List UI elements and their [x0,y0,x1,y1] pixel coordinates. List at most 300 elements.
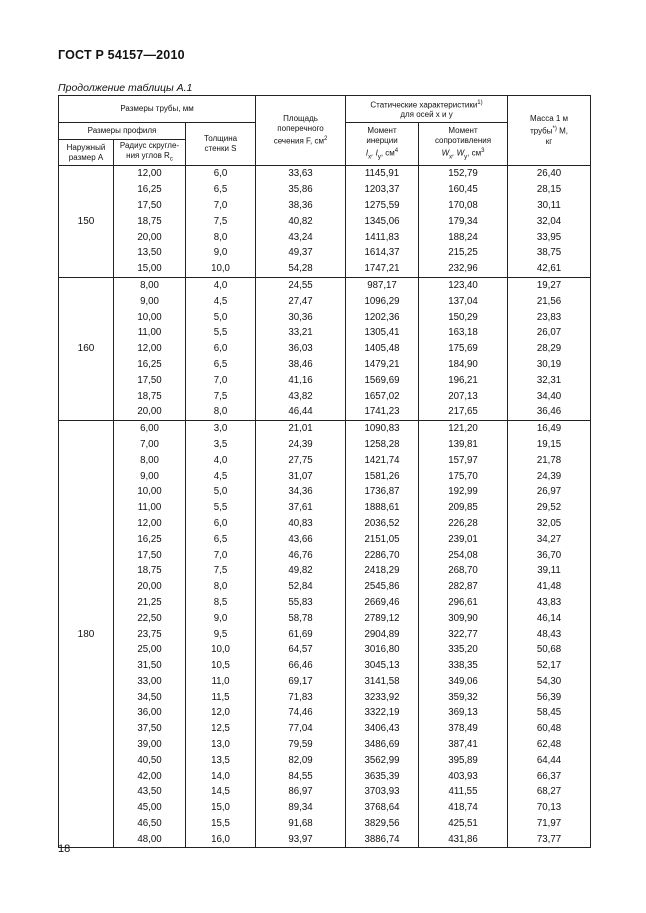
wall-thickness-cell: 8,0 [186,404,256,420]
corner-radius-cell: 12,00 [114,166,186,182]
table-row [59,721,591,737]
outer-size-cell: 160 [59,277,114,420]
moment-of-resistance-cell: 207,13 [419,388,508,404]
cross-section-area-cell: 61,69 [256,626,346,642]
moment-of-resistance-cell: 175,69 [419,341,508,357]
moment-of-resistance-cell: 431,86 [419,831,508,847]
corner-radius-cell: 48,00 [114,831,186,847]
pipe-dimensions-table [58,95,591,848]
wall-thickness-cell: 7,0 [186,547,256,563]
cross-section-area-cell: 84,55 [256,768,346,784]
moment-of-resistance-cell: 359,32 [419,689,508,705]
moment-of-inertia-cell: 3406,43 [346,721,419,737]
mass-per-meter-cell: 41,48 [508,579,591,595]
table-row [59,595,591,611]
moment-of-inertia-cell: 1741,23 [346,404,419,420]
moment-of-resistance-cell: 239,01 [419,531,508,547]
table-row [59,437,591,453]
moment-of-inertia-cell: 2789,12 [346,610,419,626]
moment-of-resistance-cell: 395,89 [419,752,508,768]
corner-radius-cell: 20,00 [114,229,186,245]
wall-thickness-cell: 5,5 [186,325,256,341]
moment-of-resistance-cell: 403,93 [419,768,508,784]
corner-radius-cell: 18,75 [114,563,186,579]
moment-of-resistance-cell: 387,41 [419,737,508,753]
cross-section-area-cell: 49,82 [256,563,346,579]
wall-thickness-cell: 12,5 [186,721,256,737]
table-row [59,784,591,800]
cross-section-area-cell: 49,37 [256,245,346,261]
wall-thickness-cell: 4,0 [186,452,256,468]
cross-section-area-cell: 33,63 [256,166,346,182]
table-row [59,579,591,595]
moment-of-inertia-cell: 2545,86 [346,579,419,595]
wall-thickness-cell: 9,0 [186,245,256,261]
table-row [59,610,591,626]
moment-of-inertia-cell: 3635,39 [346,768,419,784]
page-number: 18 [58,843,71,855]
corner-radius-cell: 25,00 [114,642,186,658]
moment-of-inertia-cell: 987,17 [346,277,419,293]
wall-thickness-cell: 14,0 [186,768,256,784]
table-row [59,213,591,229]
table-row [59,182,591,198]
moment-of-resistance-cell: 192,99 [419,484,508,500]
mass-per-meter-cell: 62,48 [508,737,591,753]
table-row [59,626,591,642]
moment-of-inertia-cell: 3141,58 [346,674,419,690]
wall-thickness-cell: 6,0 [186,341,256,357]
cross-section-area-cell: 79,59 [256,737,346,753]
moment-of-resistance-cell: 139,81 [419,437,508,453]
corner-radius-cell: 10,00 [114,484,186,500]
moment-of-inertia-cell: 3016,80 [346,642,419,658]
corner-radius-cell: 13,50 [114,245,186,261]
moment-of-resistance-cell: 282,87 [419,579,508,595]
mass-per-meter-cell: 66,37 [508,768,591,784]
mass-per-meter-cell: 36,46 [508,404,591,420]
cross-section-area-cell: 43,66 [256,531,346,547]
table-row [59,341,591,357]
mass-per-meter-cell: 16,49 [508,420,591,436]
corner-radius-cell: 10,00 [114,309,186,325]
wall-thickness-cell: 10,5 [186,658,256,674]
wall-thickness-cell: 12,0 [186,705,256,721]
moment-of-inertia-cell: 3703,93 [346,784,419,800]
moment-of-inertia-cell: 1569,69 [346,372,419,388]
wall-thickness-cell: 9,5 [186,626,256,642]
moment-of-resistance-cell: 150,29 [419,309,508,325]
table-row [59,752,591,768]
moment-of-inertia-cell: 1202,36 [346,309,419,325]
moment-of-inertia-cell: 1096,29 [346,293,419,309]
mass-per-meter-cell: 26,97 [508,484,591,500]
moment-of-inertia-cell: 1203,37 [346,182,419,198]
mass-per-meter-cell: 73,77 [508,831,591,847]
cross-section-area-cell: 89,34 [256,800,346,816]
cross-section-area-cell: 35,86 [256,182,346,198]
wall-thickness-cell: 13,5 [186,752,256,768]
moment-of-inertia-cell: 1405,48 [346,341,419,357]
moment-of-inertia-cell: 2669,46 [346,595,419,611]
moment-of-inertia-cell: 3045,13 [346,658,419,674]
moment-of-inertia-cell: 2151,05 [346,531,419,547]
cross-section-area-cell: 43,82 [256,388,346,404]
mass-per-meter-cell: 28,15 [508,182,591,198]
mass-per-meter-cell: 34,27 [508,531,591,547]
cross-section-area-cell: 37,61 [256,500,346,516]
moment-of-inertia-cell: 2418,29 [346,563,419,579]
mass-per-meter-cell: 24,39 [508,468,591,484]
table-continuation-caption: Продолжение таблицы А.1 [58,82,193,94]
cross-section-area-cell: 46,76 [256,547,346,563]
mass-per-meter-cell: 30,19 [508,357,591,373]
table-row [59,516,591,532]
corner-radius-cell: 16,25 [114,531,186,547]
cross-section-area-cell: 40,83 [256,516,346,532]
corner-radius-cell: 11,00 [114,325,186,341]
cross-section-area-cell: 71,83 [256,689,346,705]
moment-of-inertia-cell: 1888,61 [346,500,419,516]
corner-radius-cell: 12,00 [114,341,186,357]
corner-radius-cell: 11,00 [114,500,186,516]
table-row [59,166,591,182]
wall-thickness-cell: 5,0 [186,484,256,500]
table-row [59,293,591,309]
table-row [59,484,591,500]
wall-thickness-cell: 16,0 [186,831,256,847]
mass-per-meter-cell: 43,83 [508,595,591,611]
mass-per-meter-cell: 34,40 [508,388,591,404]
wall-thickness-cell: 8,0 [186,229,256,245]
wall-thickness-cell: 6,0 [186,516,256,532]
moment-of-inertia-cell: 2286,70 [346,547,419,563]
wall-thickness-cell: 14,5 [186,784,256,800]
document-header: ГОСТ Р 54157—2010 [58,48,185,62]
mass-per-meter-cell: 38,75 [508,245,591,261]
table-row [59,229,591,245]
wall-thickness-cell: 13,0 [186,737,256,753]
header-profile-sizes: Размеры профиля [59,123,186,140]
corner-radius-cell: 8,00 [114,452,186,468]
moment-of-resistance-cell: 179,34 [419,213,508,229]
cross-section-area-cell: 58,78 [256,610,346,626]
wall-thickness-cell: 4,5 [186,293,256,309]
moment-of-inertia-cell: 1581,26 [346,468,419,484]
table-row [59,468,591,484]
cross-section-area-cell: 74,46 [256,705,346,721]
table-row [59,563,591,579]
table-row [59,420,591,436]
moment-of-resistance-cell: 209,85 [419,500,508,516]
corner-radius-cell: 9,00 [114,293,186,309]
header-area: Площадь поперечного сечения F, $см^2$ [256,96,346,166]
wall-thickness-cell: 7,0 [186,198,256,214]
table-row [59,531,591,547]
cross-section-area-cell: 40,82 [256,213,346,229]
corner-radius-cell: 8,00 [114,277,186,293]
corner-radius-cell: 31,50 [114,658,186,674]
table-row [59,800,591,816]
cross-section-area-cell: 86,97 [256,784,346,800]
corner-radius-cell: 46,50 [114,816,186,832]
moment-of-resistance-cell: 309,90 [419,610,508,626]
wall-thickness-cell: 11,5 [186,689,256,705]
mass-per-meter-cell: 32,04 [508,213,591,229]
table-row [59,658,591,674]
header-moment-inertia: Момент инерции $I_x$, $I_y$, $см^4$ [346,123,419,166]
corner-radius-cell: 36,00 [114,705,186,721]
moment-of-inertia-cell: 1258,28 [346,437,419,453]
corner-radius-cell: 20,00 [114,404,186,420]
moment-of-resistance-cell: 215,25 [419,245,508,261]
cross-section-area-cell: 30,36 [256,309,346,325]
moment-of-resistance-cell: 418,74 [419,800,508,816]
mass-per-meter-cell: 26,40 [508,166,591,182]
corner-radius-cell: 45,00 [114,800,186,816]
moment-of-resistance-cell: 170,08 [419,198,508,214]
corner-radius-cell: 15,00 [114,261,186,277]
moment-of-inertia-cell: 3322,19 [346,705,419,721]
corner-radius-cell: 18,75 [114,213,186,229]
moment-of-inertia-cell: 1305,41 [346,325,419,341]
moment-of-resistance-cell: 163,18 [419,325,508,341]
table-row [59,388,591,404]
corner-radius-cell: 7,00 [114,437,186,453]
table-row [59,831,591,847]
wall-thickness-cell: 11,0 [186,674,256,690]
moment-of-resistance-cell: 232,96 [419,261,508,277]
mass-per-meter-cell: 21,78 [508,452,591,468]
cross-section-area-cell: 27,75 [256,452,346,468]
wall-thickness-cell: 4,5 [186,468,256,484]
wall-thickness-cell: 7,5 [186,213,256,229]
outer-size-cell: 150 [59,166,114,278]
wall-thickness-cell: 6,5 [186,182,256,198]
cross-section-area-cell: 24,55 [256,277,346,293]
wall-thickness-cell: 8,0 [186,579,256,595]
cross-section-area-cell: 66,46 [256,658,346,674]
cross-section-area-cell: 31,07 [256,468,346,484]
corner-radius-cell: 16,25 [114,182,186,198]
mass-per-meter-cell: 71,97 [508,816,591,832]
cross-section-area-cell: 54,28 [256,261,346,277]
cross-section-area-cell: 93,97 [256,831,346,847]
corner-radius-cell: 37,50 [114,721,186,737]
mass-per-meter-cell: 33,95 [508,229,591,245]
moment-of-resistance-cell: 322,77 [419,626,508,642]
mass-per-meter-cell: 56,39 [508,689,591,705]
moment-of-inertia-cell: 3562,99 [346,752,419,768]
table-row [59,277,591,293]
mass-per-meter-cell: 42,61 [508,261,591,277]
moment-of-inertia-cell: 1614,37 [346,245,419,261]
moment-of-resistance-cell: 123,40 [419,277,508,293]
cross-section-area-cell: 21,01 [256,420,346,436]
mass-per-meter-cell: 48,43 [508,626,591,642]
table-row [59,705,591,721]
moment-of-resistance-cell: 184,90 [419,357,508,373]
moment-of-inertia-cell: 3486,69 [346,737,419,753]
mass-per-meter-cell: 64,44 [508,752,591,768]
header-outer-size: Наружный размер A [59,140,114,166]
moment-of-inertia-cell: 3886,74 [346,831,419,847]
mass-per-meter-cell: 28,29 [508,341,591,357]
moment-of-inertia-cell: 3233,92 [346,689,419,705]
wall-thickness-cell: 8,5 [186,595,256,611]
corner-radius-cell: 23,75 [114,626,186,642]
moment-of-inertia-cell: 1411,83 [346,229,419,245]
cross-section-area-cell: 82,09 [256,752,346,768]
outer-size-cell: 180 [59,420,114,848]
table-row [59,737,591,753]
moment-of-resistance-cell: 217,65 [419,404,508,420]
moment-of-resistance-cell: 369,13 [419,705,508,721]
mass-per-meter-cell: 21,56 [508,293,591,309]
mass-per-meter-cell: 52,17 [508,658,591,674]
table-body [59,166,591,848]
wall-thickness-cell: 3,5 [186,437,256,453]
table-row [59,674,591,690]
moment-of-resistance-cell: 157,97 [419,452,508,468]
moment-of-inertia-cell: 1479,21 [346,357,419,373]
moment-of-inertia-cell: 3768,64 [346,800,419,816]
mass-per-meter-cell: 30,11 [508,198,591,214]
moment-of-inertia-cell: 1736,87 [346,484,419,500]
moment-of-inertia-cell: 2904,89 [346,626,419,642]
moment-of-resistance-cell: 137,04 [419,293,508,309]
wall-thickness-cell: 6,0 [186,166,256,182]
cross-section-area-cell: 91,68 [256,816,346,832]
moment-of-resistance-cell: 121,20 [419,420,508,436]
table-row [59,547,591,563]
table-row [59,404,591,420]
cross-section-area-cell: 52,84 [256,579,346,595]
cross-section-area-cell: 77,04 [256,721,346,737]
moment-of-resistance-cell: 411,55 [419,784,508,800]
mass-per-meter-cell: 19,27 [508,277,591,293]
header-corner-radius: Радиус скругле- ния углов $R_c$ [114,140,186,166]
moment-of-resistance-cell: 425,51 [419,816,508,832]
mass-per-meter-cell: 68,27 [508,784,591,800]
corner-radius-cell: 17,50 [114,372,186,388]
corner-radius-cell: 16,25 [114,357,186,373]
table-row [59,642,591,658]
corner-radius-cell: 22,50 [114,610,186,626]
moment-of-inertia-cell: 1275,59 [346,198,419,214]
mass-per-meter-cell: 70,13 [508,800,591,816]
wall-thickness-cell: 10,0 [186,261,256,277]
wall-thickness-cell: 15,5 [186,816,256,832]
mass-per-meter-cell: 58,45 [508,705,591,721]
header-thickness: Толщина стенки S [186,123,256,166]
wall-thickness-cell: 10,0 [186,642,256,658]
header-pipe-sizes: Размеры трубы, мм [59,96,256,123]
corner-radius-cell: 34,50 [114,689,186,705]
table-row [59,372,591,388]
cross-section-area-cell: 27,47 [256,293,346,309]
mass-per-meter-cell: 26,07 [508,325,591,341]
wall-thickness-cell: 5,0 [186,309,256,325]
moment-of-inertia-cell: 1090,83 [346,420,419,436]
moment-of-resistance-cell: 268,70 [419,563,508,579]
corner-radius-cell: 40,50 [114,752,186,768]
cross-section-area-cell: 55,83 [256,595,346,611]
cross-section-area-cell: 38,46 [256,357,346,373]
wall-thickness-cell: 7,5 [186,563,256,579]
cross-section-area-cell: 33,21 [256,325,346,341]
moment-of-inertia-cell: 2036,52 [346,516,419,532]
moment-of-resistance-cell: 378,49 [419,721,508,737]
moment-of-inertia-cell: 1657,02 [346,388,419,404]
table-row [59,689,591,705]
mass-per-meter-cell: 19,15 [508,437,591,453]
corner-radius-cell: 18,75 [114,388,186,404]
cross-section-area-cell: 46,44 [256,404,346,420]
mass-per-meter-cell: 54,30 [508,674,591,690]
mass-per-meter-cell: 23,83 [508,309,591,325]
moment-of-resistance-cell: 296,61 [419,595,508,611]
corner-radius-cell: 33,00 [114,674,186,690]
header-mass: Масса 1 м трубы*) M, кг [508,96,591,166]
corner-radius-cell: 6,00 [114,420,186,436]
moment-of-resistance-cell: 335,20 [419,642,508,658]
wall-thickness-cell: 4,0 [186,277,256,293]
wall-thickness-cell: 6,5 [186,531,256,547]
table-row [59,452,591,468]
table-row [59,357,591,373]
moment-of-inertia-cell: 1145,91 [346,166,419,182]
mass-per-meter-cell: 32,05 [508,516,591,532]
moment-of-inertia-cell: 1747,21 [346,261,419,277]
wall-thickness-cell: 3,0 [186,420,256,436]
mass-per-meter-cell: 60,48 [508,721,591,737]
wall-thickness-cell: 6,5 [186,357,256,373]
corner-radius-cell: 20,00 [114,579,186,595]
cross-section-area-cell: 41,16 [256,372,346,388]
cross-section-area-cell: 64,57 [256,642,346,658]
corner-radius-cell: 21,25 [114,595,186,611]
moment-of-resistance-cell: 338,35 [419,658,508,674]
wall-thickness-cell: 7,5 [186,388,256,404]
moment-of-resistance-cell: 254,08 [419,547,508,563]
corner-radius-cell: 17,50 [114,547,186,563]
corner-radius-cell: 42,00 [114,768,186,784]
moment-of-resistance-cell: 152,79 [419,166,508,182]
cross-section-area-cell: 36,03 [256,341,346,357]
corner-radius-cell: 43,50 [114,784,186,800]
moment-of-inertia-cell: 1421,74 [346,452,419,468]
cross-section-area-cell: 69,17 [256,674,346,690]
wall-thickness-cell: 9,0 [186,610,256,626]
corner-radius-cell: 39,00 [114,737,186,753]
cross-section-area-cell: 43,24 [256,229,346,245]
wall-thickness-cell: 5,5 [186,500,256,516]
table-row [59,325,591,341]
moment-of-inertia-cell: 1345,06 [346,213,419,229]
mass-per-meter-cell: 29,52 [508,500,591,516]
moment-of-resistance-cell: 349,06 [419,674,508,690]
corner-radius-cell: 12,00 [114,516,186,532]
wall-thickness-cell: 7,0 [186,372,256,388]
mass-per-meter-cell: 50,68 [508,642,591,658]
cross-section-area-cell: 38,36 [256,198,346,214]
moment-of-inertia-cell: 3829,56 [346,816,419,832]
mass-per-meter-cell: 39,11 [508,563,591,579]
table-row [59,500,591,516]
corner-radius-cell: 17,50 [114,198,186,214]
table-row [59,261,591,277]
